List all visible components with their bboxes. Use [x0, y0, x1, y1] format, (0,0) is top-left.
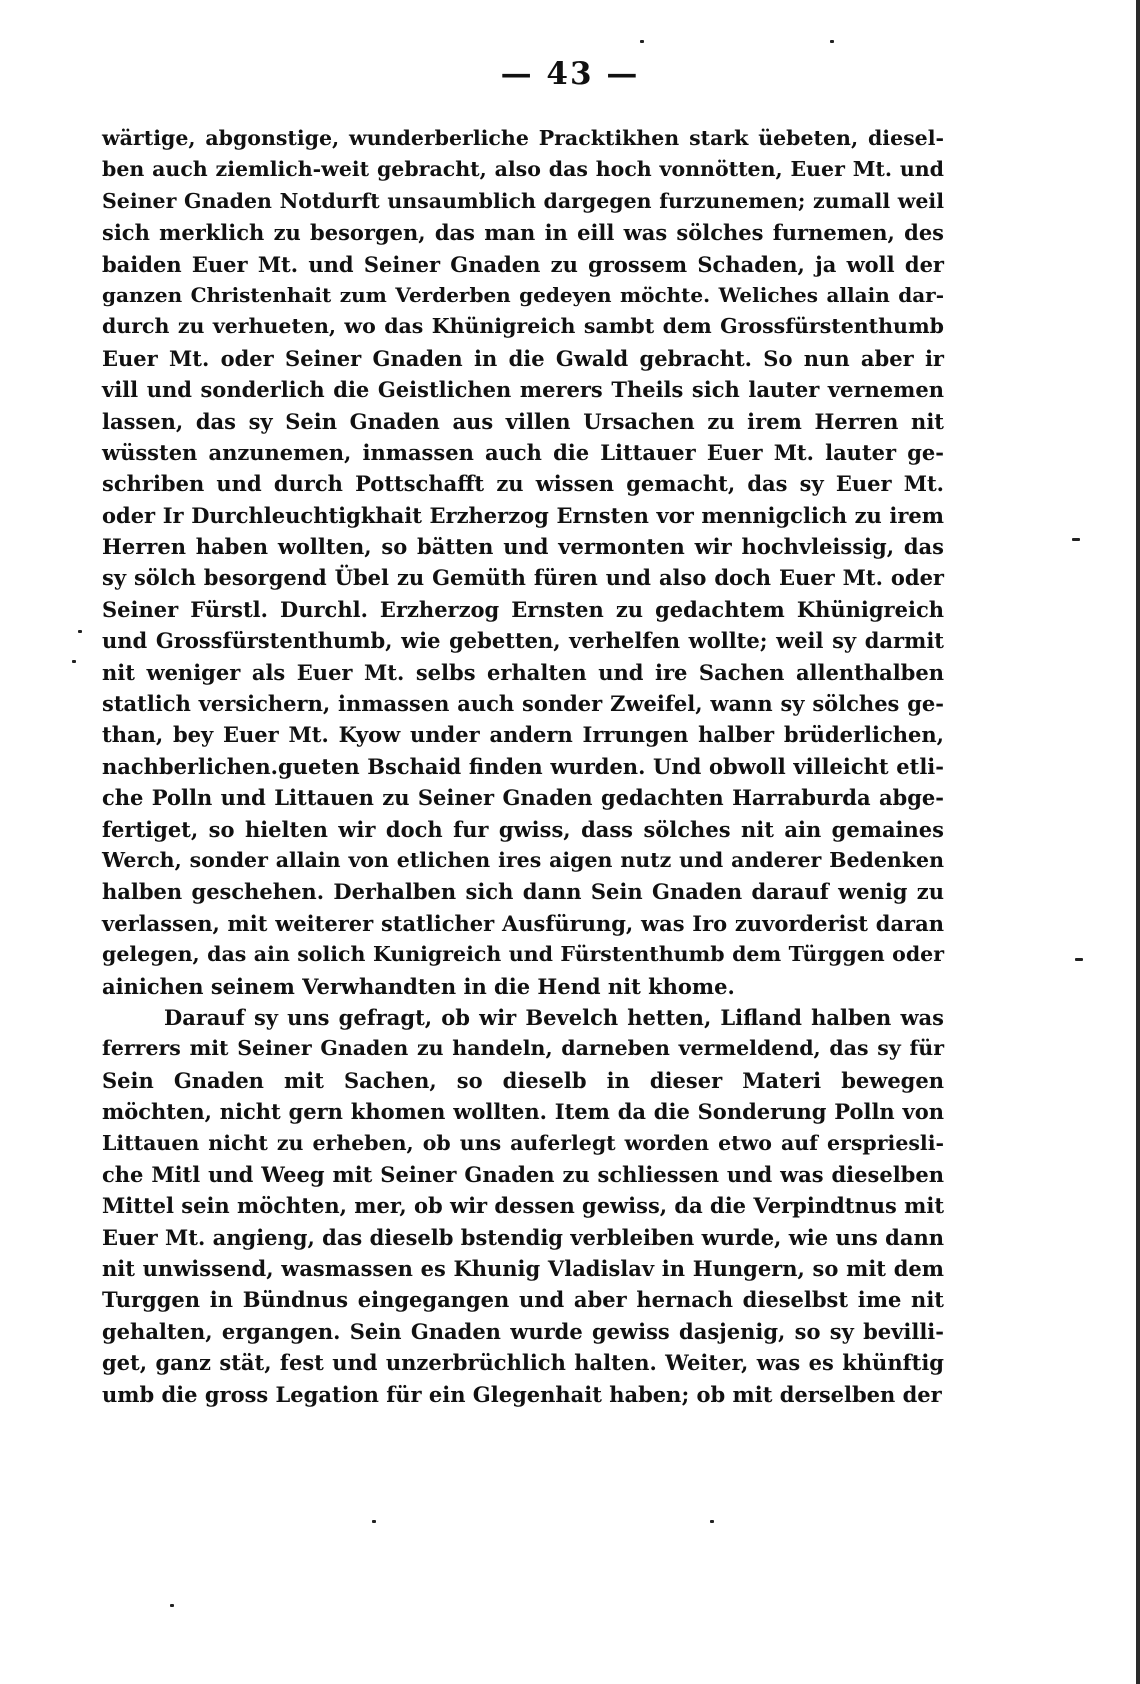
text-line: und Grossfürstenthumb, wie gebetten, verhelfen wollte; weil sy darmit	[102, 628, 944, 654]
text-line: Mittel sein möchten, mer, ob wir dessen gewiss, da die Verpindtnus mit	[102, 1193, 945, 1219]
text-line: wärtige, abgonstige, wunderberliche Pracktikhen stark üebeten, diesel-	[102, 126, 944, 150]
text-line: gehalten, ergangen. Sein Gnaden wurde gewiss dasjenig, so sy bevilli-	[102, 1318, 944, 1344]
text-line: Werch, sonder allain von etlichen ires aigen nutz und anderer Bedenken	[102, 847, 944, 872]
text-line: wüssten anzunemen, inmassen auch die Littauer Euer Mt. lauter ge-	[102, 439, 944, 465]
text-line: schriben und durch Pottschafft zu wissen gemacht, das sy Euer Mt.	[102, 471, 944, 497]
print-speck	[78, 630, 82, 633]
text-line: nachberlichen.gueten Bschaid finden wurden. Und obwoll villeicht etli-	[102, 753, 944, 779]
text-line: gelegen, das ain solich Kunigreich und Fürstenthumb dem Türggen oder	[102, 942, 944, 967]
paragraph	[102, 123, 944, 1002]
text-line: get, ganz stät, fest und unzerbrüchlich halten. Weiter, was es khünftig	[102, 1350, 944, 1376]
print-speck	[72, 660, 76, 663]
text-line: fertiget, so hielten wir doch fur gwiss, dass sölches nit ain gemaines	[102, 816, 944, 842]
text-line: che Mitl und Weeg mit Seiner Gnaden zu schliessen und was dieselben	[102, 1161, 944, 1187]
text-line: nit unwissend, wasmassen es Khunig Vladislav in Hungern, so mit dem	[102, 1256, 944, 1282]
text-line: vill und sonderlich die Geistlichen merers Theils sich lauter vernemen	[102, 377, 944, 403]
paragraph	[102, 1002, 944, 1410]
text-line: oder Ir Durchleuchtigkhait Erzherzog Ernsten vor mennigclich zu irem	[102, 502, 944, 528]
text-line: umb die gross Legation für ein Glegenhait haben; ob mit derselben der	[102, 1381, 942, 1407]
text-line: ainichen seinem Verwhandten in die Hend nit khome.	[102, 973, 735, 999]
text-line: than, bey Euer Mt. Kyow under andern Irrungen halber brüderlichen,	[102, 722, 944, 748]
text-line: Euer Mt. angieng, das dieselb bstendig verbleiben wurde, wie uns dann	[102, 1224, 944, 1250]
print-speck	[710, 1520, 714, 1523]
text-line: Darauf sy uns gefragt, ob wir Bevelch hetten, Lifland halben was	[164, 1004, 944, 1030]
text-line: nit weniger als Euer Mt. selbs erhalten und ire Sachen allenthalben	[102, 659, 944, 685]
text-line: ferrers mit Seiner Gnaden zu handeln, darneben vermeldend, das sy für	[102, 1036, 944, 1061]
text-line: Herren haben wollten, so bätten und vermonten wir hochvleissig, das	[102, 534, 944, 560]
page-edge-shadow	[1136, 0, 1140, 1684]
text-line: halben geschehen. Derhalben sich dann Sein Gnaden darauf wenig zu	[102, 879, 944, 905]
body-text	[102, 123, 944, 1410]
print-speck	[372, 1520, 376, 1523]
text-line: Euer Mt. oder Seiner Gnaden in die Gwald gebracht. So nun aber ir	[102, 345, 944, 371]
print-speck	[1075, 958, 1083, 961]
text-line: verlassen, mit weiterer statlicher Ausfürung, was Iro zuvorderist daran	[102, 910, 944, 936]
text-line: sy sölch besorgend Übel zu Gemüth füren und also doch Euer Mt. oder	[102, 565, 944, 591]
text-line: möchten, nicht gern khomen wollten. Item da die Sonderung Polln von	[102, 1099, 944, 1125]
print-speck	[170, 1604, 174, 1607]
page-number: — 43 —	[500, 56, 640, 92]
text-line: Seiner Fürstl. Durchl. Erzherzog Ernsten zu gedachtem Khünigreich	[102, 596, 944, 622]
text-line: Littauen nicht zu erheben, ob uns auferlegt worden etwo auf erspriesli-	[102, 1130, 944, 1155]
print-speck	[640, 40, 644, 43]
print-speck	[830, 40, 834, 43]
text-line: durch zu verhueten, wo das Khünigreich sambt dem Grossfürstenthumb	[102, 314, 944, 339]
text-line: che Polln und Littauen zu Seiner Gnaden gedachten Harraburda abge-	[102, 785, 944, 811]
text-line: Turggen in Bündnus eingegangen und aber hernach dieselbst ime nit	[102, 1287, 944, 1313]
text-line: ganzen Christenhait zum Verderben gedeyen möchte. Weliches allain dar-	[102, 282, 944, 307]
text-line: sich merklich zu besorgen, das man in eill was sölches furnemen, des	[102, 220, 944, 246]
text-line: ben auch ziemlich-weit gebracht, also das hoch vonnötten, Euer Mt. und	[102, 157, 944, 182]
text-line: Seiner Gnaden Notdurft unsaumblich dargegen furzunemen; zumall weil	[102, 188, 944, 213]
text-line: Sein Gnaden mit Sachen, so dieselb in dieser Materi bewegen	[102, 1067, 944, 1093]
text-line: statlich versichern, inmassen auch sonder Zweifel, wann sy sölches ge-	[102, 691, 944, 717]
print-speck	[1072, 538, 1080, 541]
text-line: lassen, das sy Sein Gnaden aus villen Ursachen zu irem Herren nit	[102, 408, 944, 434]
text-line: baiden Euer Mt. und Seiner Gnaden zu grossem Schaden, ja woll der	[102, 251, 944, 277]
